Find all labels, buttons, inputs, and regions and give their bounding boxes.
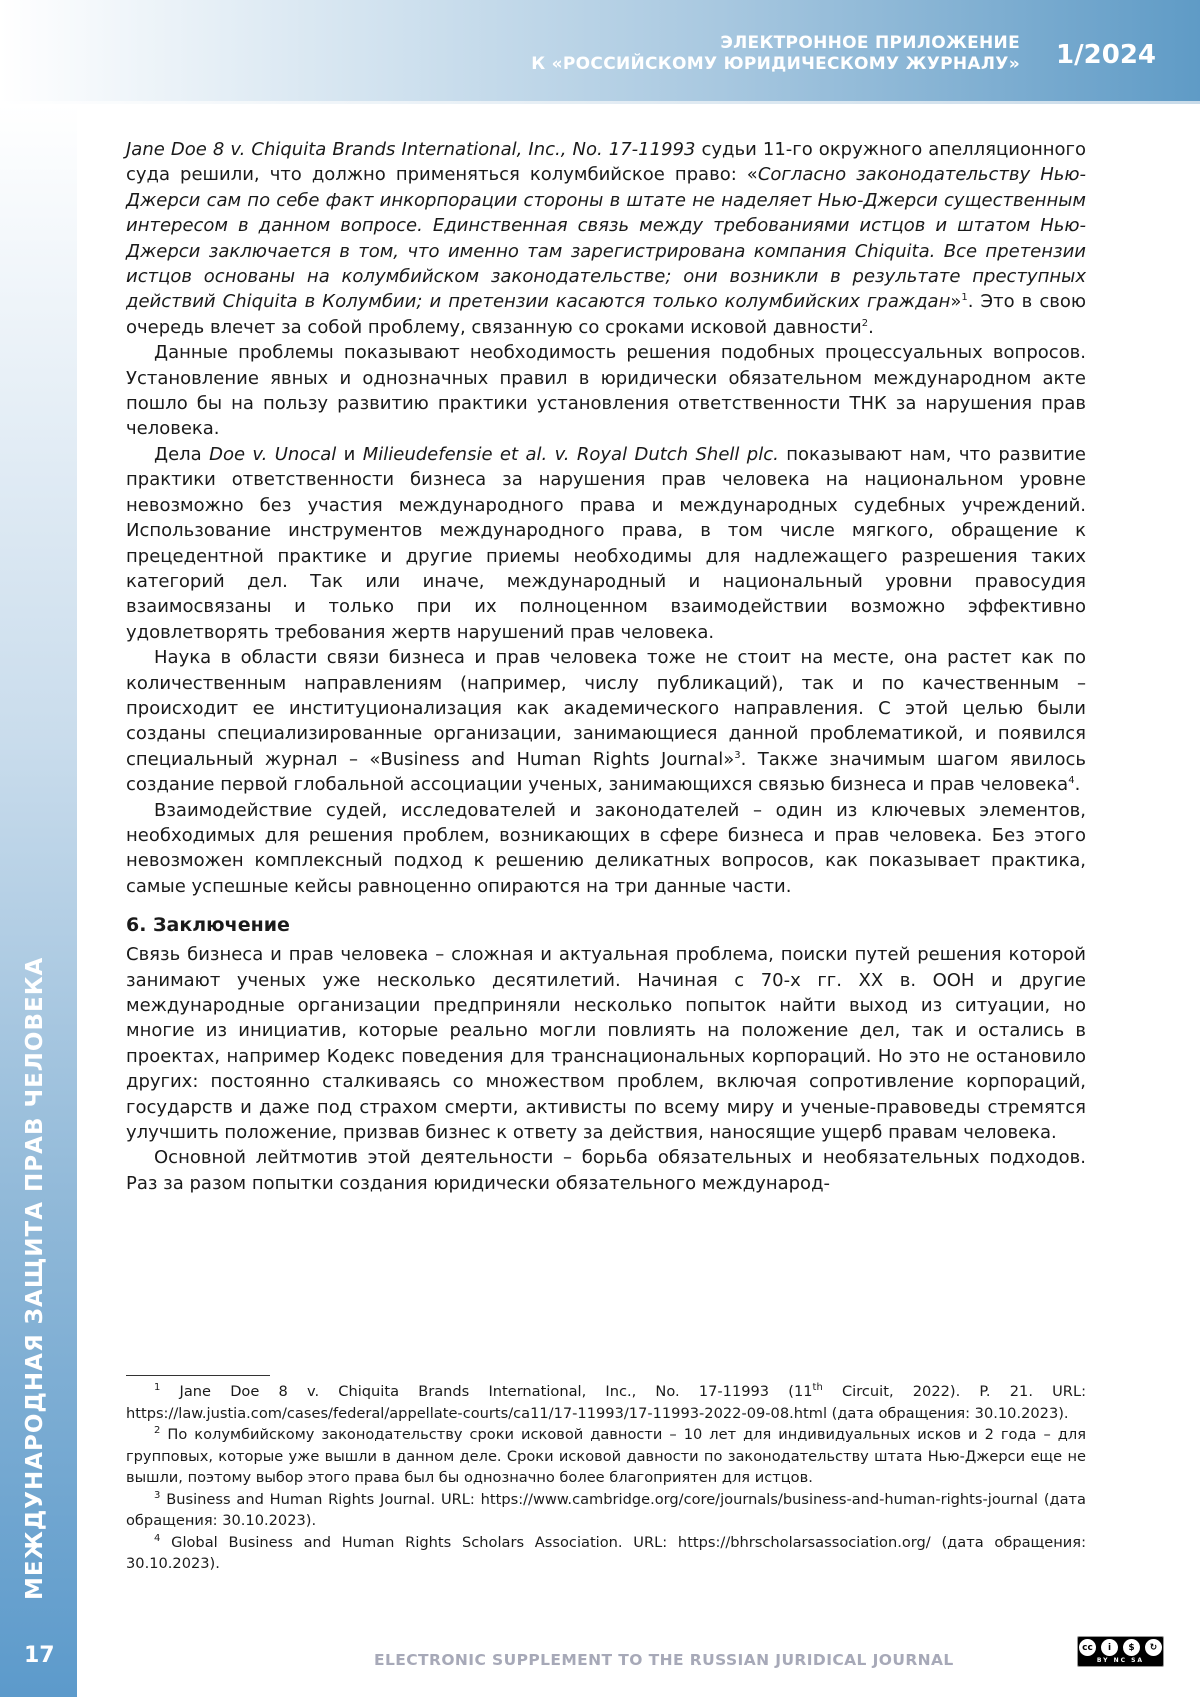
footer-journal-name: ELECTRONIC SUPPLEMENT TO THE RUSSIAN JURIDICAL JOURNAL — [374, 1651, 954, 1669]
paragraph: Дела Doe v. Unocal и Milieudefensie et al. v. Royal Dutch Shell plc. показывают нам, что развитие практики ответственности бизнеса за нарушения прав человека на национальном уровне невозможно без участия международного права и международных судебных учреждений. Использование инструментов международного права, в том числе мягкого, обращение к прецедентной практике и другие приемы необходимы для надлежащего разрешения таких категорий дел. Так или иначе, международный и национальный уровни правосудия взаимосвязаны и только при их полноценном взаимодействии возможно эффективно удовлетворять требования жертв нарушений прав человека. — [126, 443, 1086, 643]
section-heading: 6. Заключение — [126, 914, 290, 937]
footnote-ref[interactable]: 4 — [1068, 775, 1075, 787]
footnote-ref[interactable]: 1 — [961, 292, 968, 304]
section-title: МЕЖДУНАРОДНАЯ ЗАЩИТА ПРАВ ЧЕЛОВЕКА — [22, 956, 48, 1600]
header-divider — [0, 101, 1200, 104]
footnote: $^2$ По колумбийскому законодательству сроки исковой давности – 10 лет для индивидуальных исков и 2 года – для групповых, которые уже вышли в данном деле. Сроки исковой давности по законодательству штата Нью-Джерси еще не вышли, поэтому выбор этого права был бы однозначно более благоприятен для истцов. — [126, 1425, 1086, 1486]
footnotes — [126, 1381, 1086, 1575]
issue-number: 1/2024 — [1056, 40, 1156, 70]
journal-title: ЭЛЕКТРОННОЕ ПРИЛОЖЕНИЕ К «РОССИЙСКОМУ ЮРИДИЧЕСКОМУ ЖУРНАЛУ» — [531, 33, 1020, 74]
cc-license-icon: cc i $ ↻ BY NC SA — [1077, 1636, 1164, 1667]
article-body — [126, 137, 1086, 1196]
paragraph: Наука в области связи бизнеса и прав человека тоже не стоит на месте, она растет как по количественным направлениям (например, числу публикаций), так и по качественным – происходит ее институционализация как академического направления. С этой целью были созданы специализированные организации, занимающиеся данной проблематикой, и появился специальный журнал – «Business and Human Rights Journal»$^3$. Также значимым шагом явилось создание первой глобальной ассоциации ученых, занимающихся связью бизнеса и прав человека$^4$. — [126, 647, 1087, 796]
paragraph: Jane Doe 8 v. Chiquita Brands International, Inc., No. 17-11993 судьи 11-го окружного апелляционного суда решили, что должно применяться колумбийское право: «Согласно законодательству Нью-Джерси сам по себе факт инкорпорации стороны в штате не наделяет Нью-Джерси существенным интересом в данном вопросе. Единственная связь между требованиями истцов и штатом Нью-Джерси заключается в том, что именно там зарегистрирована компания Chiquita. Все претензии истцов основаны на колумбийском законодательстве; они возникли в результате преступных действий Chiquita в Колумбии; и претензии касаются только колумбийских граждан»$^1$. Это в свою очередь влечет за собой проблему, связанную со сроками исковой давности$^2$. — [126, 139, 1087, 338]
footnote: $^3$ Business and Human Rights Journal. URL: https://www.cambridge.org/core/journals/business-and-human-rights-journal (дата обращения: 30.10.2023). — [126, 1489, 1086, 1529]
page-header — [0, 0, 1200, 101]
footnote-divider — [126, 1375, 270, 1376]
footnote: $^1$ Jane Doe 8 v. Chiquita Brands International, Inc., No. 17-11993 (11th Circuit, 2022). P. 21. URL: https://law.justia.com/cases/federal/appellate-courts/ca11/17-11993/17-11993-2022-09-08.html (дата обращения: 30.10.2023). — [126, 1382, 1086, 1422]
footnote-ref[interactable]: 3 — [734, 749, 741, 761]
page-number: 17 — [24, 1643, 55, 1668]
footnote-ref[interactable]: 2 — [861, 317, 869, 329]
paragraph: Взаимодействие судей, исследователей и законодателей – один из ключевых элементов, необходимых для решения проблем, возникающих в сфере бизнеса и прав человека. Без этого невозможен комплексный подход к решению деликатных вопросов, как показывает практика, самые успешные кейсы равноценно опираются на три данные части. — [126, 799, 1086, 897]
paragraph: Данные проблемы показывают необходимость решения подобных процессуальных вопросов. Установление явных и однозначных правил в юридически обязательном международном акте пошло бы на пользу развитию практики установления ответственности ТНК за нарушения прав человека. — [126, 342, 1086, 440]
paragraph: Связь бизнеса и прав человека – сложная и актуальная проблема, поиски путей решения которой занимают ученых уже несколько десятилетий. Начиная с 70-х гг. XX в. ООН и другие международные организации предприняли несколько попыток найти выход из ситуации, но многие из инициатив, которые реально могли повлиять на положение дел, так и остались в проектах, например Кодекс поведения для транснациональных корпораций. Но это не остановило других: постоянно сталкиваясь со множеством проблем, включая сопротивление корпораций, государств и даже под страхом смерти, активисты по всему миру и ученые-правоведы стремятся улучшить положение, призвав бизнес к ответу за действия, наносящие ущерб правам человека. — [126, 944, 1086, 1144]
paragraph: Основной лейтмотив этой деятельности – борьба обязательных и необязательных подходов. Раз за разом попытки создания юридически обязательного международ- — [126, 1147, 1086, 1194]
footnote: $^4$ Global Business and Human Rights Scholars Association. URL: https://bhrscholarsassociation.org/ (дата обращения: 30.10.2023). — [126, 1532, 1086, 1572]
